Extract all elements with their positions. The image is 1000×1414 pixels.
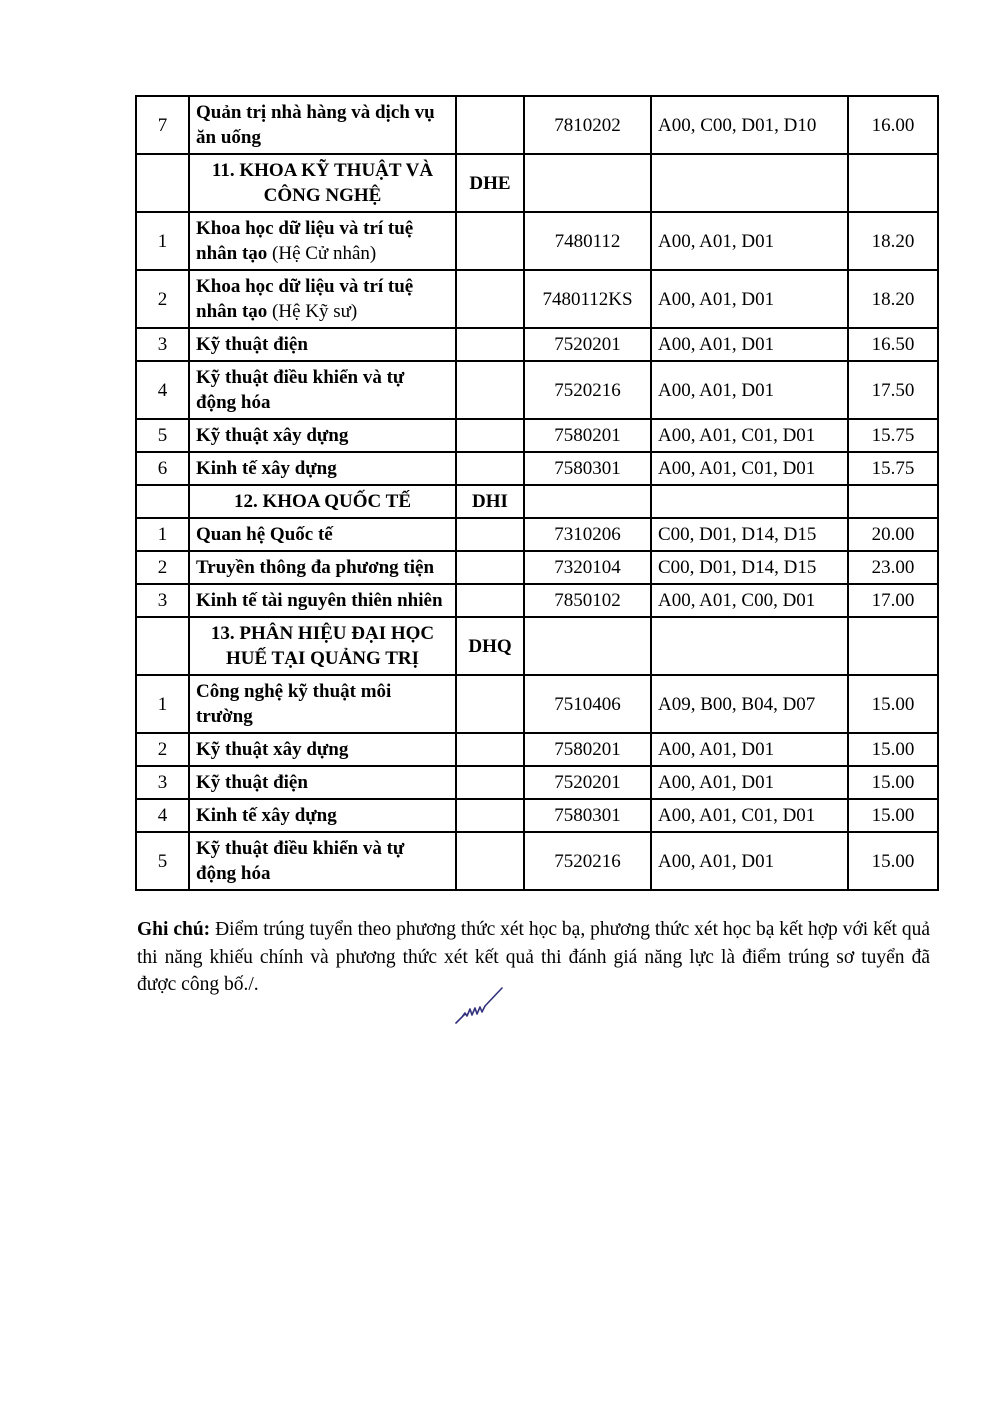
score-cell: 15.00 <box>848 766 938 799</box>
table-row <box>136 270 938 328</box>
section-header-row <box>136 154 938 212</box>
score-cell: 16.50 <box>848 328 938 361</box>
score-cell: 15.75 <box>848 452 938 485</box>
major-name-cell <box>189 617 456 675</box>
exam-combos-cell: A00, A01, D01 <box>651 361 848 419</box>
major-name-cell <box>189 270 456 328</box>
major-name: Kinh tế xây dựng <box>196 805 337 826</box>
row-number-cell: 2 <box>136 551 189 584</box>
major-name-cell <box>189 584 456 617</box>
row-number-cell: 7 <box>136 96 189 154</box>
major-name: Kỹ thuật xây dựng <box>196 739 349 760</box>
major-name: Kỹ thuật xây dựng <box>196 425 349 446</box>
major-name-cell <box>189 832 456 890</box>
exam-combos-cell: A00, A01, C01, D01 <box>651 799 848 832</box>
score-cell: 18.20 <box>848 212 938 270</box>
major-name: 13. PHÂN HIỆU ĐẠI HỌC HUẾ TẠI QUẢNG TRỊ <box>210 623 435 669</box>
row-number-cell: 6 <box>136 452 189 485</box>
major-code-cell: 7520216 <box>524 361 651 419</box>
major-name: Công nghệ kỹ thuật môi trường <box>196 681 392 727</box>
table-row <box>136 452 938 485</box>
major-name-cell <box>189 452 456 485</box>
row-number-cell <box>136 485 189 518</box>
exam-combos-cell: A00, A01, D01 <box>651 270 848 328</box>
row-number-cell: 2 <box>136 733 189 766</box>
score-cell: 15.00 <box>848 799 938 832</box>
signature-stroke <box>456 988 502 1023</box>
major-name: Truyền thông đa phương tiện <box>196 557 435 578</box>
major-name-cell <box>189 799 456 832</box>
major-name-cell <box>189 212 456 270</box>
unit-code-cell <box>456 766 524 799</box>
major-name: Kỹ thuật điện <box>196 772 308 793</box>
score-cell: 15.00 <box>848 675 938 733</box>
table-row <box>136 551 938 584</box>
major-code-cell: 7480112 <box>524 212 651 270</box>
major-code-cell: 7510406 <box>524 675 651 733</box>
table-row <box>136 212 938 270</box>
major-name-cell <box>189 96 456 154</box>
exam-combos-cell: C00, D01, D14, D15 <box>651 551 848 584</box>
exam-combos-cell: A00, A01, C01, D01 <box>651 419 848 452</box>
table-row <box>136 328 938 361</box>
exam-combos-cell: A00, A01, D01 <box>651 733 848 766</box>
exam-combos-cell: A00, A01, D01 <box>651 766 848 799</box>
row-number-cell: 5 <box>136 419 189 452</box>
row-number-cell: 1 <box>136 518 189 551</box>
unit-code-cell <box>456 733 524 766</box>
unit-code-cell <box>456 518 524 551</box>
row-number-cell: 5 <box>136 832 189 890</box>
exam-combos-cell <box>651 485 848 518</box>
major-code-cell: 7310206 <box>524 518 651 551</box>
major-code-cell <box>524 485 651 518</box>
major-name: Kỹ thuật điều khiển và tự động hóa <box>196 367 405 413</box>
major-name: Quan hệ Quốc tế <box>196 524 333 545</box>
major-name-cell <box>189 518 456 551</box>
major-name-cell <box>189 766 456 799</box>
score-cell: 16.00 <box>848 96 938 154</box>
score-cell: 20.00 <box>848 518 938 551</box>
score-cell: 15.00 <box>848 733 938 766</box>
major-name-cell <box>189 361 456 419</box>
unit-code-cell <box>456 419 524 452</box>
major-code-cell: 7580301 <box>524 799 651 832</box>
major-name: 12. KHOA QUỐC TẾ <box>233 491 411 512</box>
major-name: Kỹ thuật điện <box>196 334 308 355</box>
major-code-cell: 7480112KS <box>524 270 651 328</box>
unit-code-cell <box>456 452 524 485</box>
row-number-cell: 4 <box>136 799 189 832</box>
major-code-cell: 7520201 <box>524 328 651 361</box>
exam-combos-cell: A00, A01, C00, D01 <box>651 584 848 617</box>
unit-code-cell <box>456 832 524 890</box>
major-code-cell: 7850102 <box>524 584 651 617</box>
score-cell: 17.00 <box>848 584 938 617</box>
major-name-cell <box>189 551 456 584</box>
score-cell: 15.75 <box>848 419 938 452</box>
section-header-row <box>136 617 938 675</box>
exam-combos-cell: A09, B00, B04, D07 <box>651 675 848 733</box>
table-row <box>136 584 938 617</box>
table-row <box>136 799 938 832</box>
major-name: Kinh tế tài nguyên thiên nhiên <box>196 590 443 611</box>
score-cell: 17.50 <box>848 361 938 419</box>
footnote-text: Điểm trúng tuyển theo phương thức xét học bạ, phương thức xét học bạ kết hợp với kết quả thi năng khiếu chính và phương thức xét kết quả thi đánh giá năng lực là điểm trúng sơ tuyển đã được công bố./. <box>137 919 930 995</box>
major-name-cell <box>189 485 456 518</box>
major-name-cell <box>189 675 456 733</box>
section-header-row <box>136 485 938 518</box>
admission-table-body <box>136 96 938 890</box>
row-number-cell: 4 <box>136 361 189 419</box>
row-number-cell: 1 <box>136 675 189 733</box>
major-name-cell <box>189 328 456 361</box>
major-name-note: (Hệ Kỹ sư) <box>267 301 358 322</box>
exam-combos-cell: A00, C00, D01, D10 <box>651 96 848 154</box>
table-row <box>136 518 938 551</box>
table-row <box>136 96 938 154</box>
admission-scores-table <box>135 95 939 891</box>
major-name: Khoa học dữ liệu và trí tuệ nhân tạo <box>196 276 414 322</box>
exam-combos-cell: A00, A01, D01 <box>651 832 848 890</box>
major-code-cell: 7580201 <box>524 419 651 452</box>
major-name-cell <box>189 419 456 452</box>
score-cell: 23.00 <box>848 551 938 584</box>
exam-combos-cell <box>651 617 848 675</box>
row-number-cell <box>136 154 189 212</box>
row-number-cell <box>136 617 189 675</box>
exam-combos-cell: A00, A01, D01 <box>651 328 848 361</box>
row-number-cell: 3 <box>136 584 189 617</box>
unit-code-cell <box>456 212 524 270</box>
major-name: Khoa học dữ liệu và trí tuệ nhân tạo <box>196 218 414 264</box>
table-row <box>136 361 938 419</box>
exam-combos-cell: A00, A01, C01, D01 <box>651 452 848 485</box>
major-code-cell: 7520216 <box>524 832 651 890</box>
major-name-cell <box>189 733 456 766</box>
footnote <box>137 916 930 999</box>
major-code-cell: 7320104 <box>524 551 651 584</box>
exam-combos-cell: C00, D01, D14, D15 <box>651 518 848 551</box>
major-name: Quản trị nhà hàng và dịch vụ ăn uống <box>196 102 435 148</box>
major-code-cell: 7810202 <box>524 96 651 154</box>
major-name: Kỹ thuật điều khiển và tự động hóa <box>196 838 405 884</box>
major-name: Kinh tế xây dựng <box>196 458 337 479</box>
unit-code-cell <box>456 799 524 832</box>
major-code-cell: 7580301 <box>524 452 651 485</box>
exam-combos-cell: A00, A01, D01 <box>651 212 848 270</box>
major-code-cell <box>524 617 651 675</box>
major-name-cell <box>189 154 456 212</box>
signature-mark <box>452 982 508 1026</box>
major-code-cell <box>524 154 651 212</box>
unit-code-cell <box>456 328 524 361</box>
row-number-cell: 3 <box>136 328 189 361</box>
score-cell: 18.20 <box>848 270 938 328</box>
score-cell <box>848 617 938 675</box>
table-row <box>136 419 938 452</box>
major-name: 11. KHOA KỸ THUẬT VÀ CÔNG NGHỆ <box>211 160 434 206</box>
exam-combos-cell <box>651 154 848 212</box>
major-code-cell: 7580201 <box>524 733 651 766</box>
unit-code-cell <box>456 675 524 733</box>
major-code-cell: 7520201 <box>524 766 651 799</box>
table-row <box>136 675 938 733</box>
unit-code-cell: DHE <box>456 154 524 212</box>
unit-code-cell: DHI <box>456 485 524 518</box>
unit-code-cell <box>456 551 524 584</box>
row-number-cell: 2 <box>136 270 189 328</box>
unit-code-cell <box>456 96 524 154</box>
table-row <box>136 832 938 890</box>
row-number-cell: 3 <box>136 766 189 799</box>
unit-code-cell <box>456 270 524 328</box>
major-name-note: (Hệ Cử nhân) <box>267 243 377 264</box>
score-cell <box>848 154 938 212</box>
footnote-label: Ghi chú: <box>137 919 211 940</box>
table-row <box>136 733 938 766</box>
score-cell <box>848 485 938 518</box>
unit-code-cell <box>456 584 524 617</box>
unit-code-cell <box>456 361 524 419</box>
row-number-cell: 1 <box>136 212 189 270</box>
table-row <box>136 766 938 799</box>
unit-code-cell: DHQ <box>456 617 524 675</box>
score-cell: 15.00 <box>848 832 938 890</box>
